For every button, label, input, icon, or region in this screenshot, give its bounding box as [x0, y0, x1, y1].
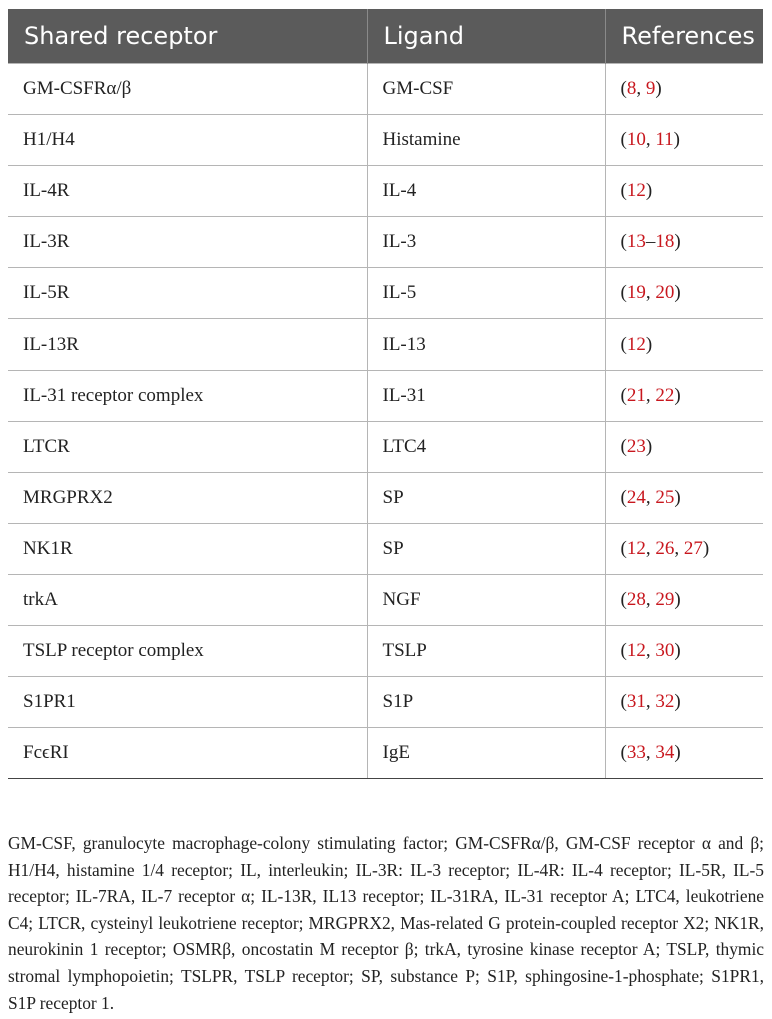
reference-link[interactable]: 24	[626, 486, 646, 508]
reference-link[interactable]: 20	[655, 282, 675, 304]
ref-separator: ,	[645, 129, 656, 151]
ref-close-paren: )	[674, 742, 681, 764]
ref-separator: –	[645, 231, 656, 253]
cell-references	[605, 115, 763, 166]
reference-link[interactable]: 12	[626, 180, 646, 202]
cell-shared-receptor: IL-31 receptor complex	[8, 370, 367, 421]
ref-open-paren: (	[620, 78, 627, 100]
cell-references	[605, 319, 763, 370]
table-row	[8, 268, 763, 319]
ref-separator: ,	[645, 588, 656, 610]
cell-ligand: Histamine	[367, 115, 605, 166]
cell-shared-receptor: IL-5R	[8, 268, 367, 319]
cell-shared-receptor: MRGPRX2	[8, 472, 367, 523]
table-row	[8, 115, 763, 166]
reference-link[interactable]: 23	[626, 435, 646, 457]
ref-open-paren: (	[620, 486, 627, 508]
cell-shared-receptor: IL-3R	[8, 217, 367, 268]
cell-shared-receptor: IL-4R	[8, 166, 367, 217]
ref-open-paren: (	[620, 640, 627, 662]
reference-link[interactable]: 22	[655, 384, 675, 406]
cell-ligand: SP	[367, 523, 605, 574]
receptor-table	[8, 9, 763, 779]
ref-separator: ,	[674, 537, 684, 559]
table-header-row	[8, 9, 763, 64]
table-footnote: GM-CSF, granulocyte macrophage-colony stimulating factor; GM-CSFRα/β, GM-CSF receptor α and β; H1/H4, histamine 1/4 receptor; IL, interleukin; IL-3R: IL-3 receptor; IL-4R: IL-4 receptor; IL-5R, IL-5 receptor; IL-7RA, IL-7 receptor α; IL-13R, IL13 receptor; IL-31RA, IL-31 receptor A; LTC4, leukotriene C4; LTCR, cysteinyl leukotriene receptor; MRGPRX2, Mas-related G protein-coupled receptor X2; NK1R, neurokinin 1 receptor; OSMRβ, oncostatin M receptor β; trkA, tyrosine kinase receptor A; TSLP, thymic stromal lymphopoietin; TSLPR, TSLP receptor; SP, substance P; S1P, sphingosine-1-phosphate; S1PR1, S1P receptor 1.	[8, 833, 764, 1013]
reference-link[interactable]: 34	[655, 742, 675, 764]
ref-close-paren: )	[674, 588, 681, 610]
reference-link[interactable]: 18	[655, 231, 675, 253]
ref-open-paren: (	[620, 537, 627, 559]
reference-link[interactable]: 32	[655, 691, 675, 713]
ref-close-paren: )	[674, 691, 681, 713]
cell-ligand: NGF	[367, 574, 605, 625]
cell-ligand: SP	[367, 472, 605, 523]
table-row	[8, 677, 763, 728]
ref-open-paren: (	[620, 180, 627, 202]
ref-open-paren: (	[620, 129, 627, 151]
ref-separator: ,	[645, 537, 656, 559]
ref-close-paren: )	[674, 384, 681, 406]
reference-link[interactable]: 9	[645, 78, 656, 100]
cell-ligand: IL-31	[367, 370, 605, 421]
table-row	[8, 574, 763, 625]
ref-open-paren: (	[620, 333, 627, 355]
table-row	[8, 64, 763, 115]
cell-shared-receptor: FcϵRI	[8, 728, 367, 779]
ref-close-paren: )	[674, 640, 681, 662]
reference-link[interactable]: 33	[626, 742, 646, 764]
cell-references	[605, 64, 763, 115]
cell-shared-receptor: H1/H4	[8, 115, 367, 166]
cell-references	[605, 574, 763, 625]
cell-ligand: IgE	[367, 728, 605, 779]
cell-references	[605, 217, 763, 268]
reference-link[interactable]: 21	[626, 384, 646, 406]
cell-shared-receptor: IL-13R	[8, 319, 367, 370]
reference-link[interactable]: 13	[626, 231, 646, 253]
reference-link[interactable]: 30	[655, 640, 675, 662]
ref-close-paren: )	[673, 129, 680, 151]
reference-link[interactable]: 28	[626, 588, 646, 610]
reference-link[interactable]: 26	[655, 537, 675, 559]
cell-references	[605, 166, 763, 217]
cell-ligand: GM-CSF	[367, 64, 605, 115]
reference-link[interactable]: 29	[655, 588, 675, 610]
ref-separator: ,	[636, 78, 646, 100]
ref-separator: ,	[645, 384, 656, 406]
cell-ligand: IL-3	[367, 217, 605, 268]
ref-close-paren: )	[655, 78, 662, 100]
reference-link[interactable]: 12	[626, 537, 646, 559]
reference-link[interactable]: 11	[655, 129, 674, 151]
cell-ligand: IL-4	[367, 166, 605, 217]
ref-close-paren: )	[645, 333, 653, 355]
cell-shared-receptor: trkA	[8, 574, 367, 625]
cell-ligand: IL-5	[367, 268, 605, 319]
reference-link[interactable]: 12	[626, 640, 646, 662]
cell-shared-receptor: S1PR1	[8, 677, 367, 728]
table-body	[8, 64, 763, 779]
reference-link[interactable]: 31	[626, 691, 646, 713]
cell-references	[605, 677, 763, 728]
table-row	[8, 626, 763, 677]
table-row	[8, 523, 763, 574]
table-row	[8, 421, 763, 472]
cell-ligand: LTC4	[367, 421, 605, 472]
cell-ligand: TSLP	[367, 626, 605, 677]
table-row	[8, 728, 763, 779]
table-row	[8, 217, 763, 268]
cell-references	[605, 523, 763, 574]
reference-link[interactable]: 12	[626, 333, 646, 355]
receptor-table-container	[8, 9, 763, 779]
ref-open-paren: (	[620, 282, 627, 304]
table-row	[8, 319, 763, 370]
cell-shared-receptor: TSLP receptor complex	[8, 626, 367, 677]
reference-link[interactable]: 8	[626, 78, 637, 100]
ref-separator: ,	[645, 640, 656, 662]
ref-close-paren: )	[645, 180, 653, 202]
reference-link[interactable]: 27	[683, 537, 703, 559]
cell-references	[605, 268, 763, 319]
reference-link[interactable]: 25	[655, 486, 675, 508]
ref-separator: ,	[645, 742, 656, 764]
table-row	[8, 472, 763, 523]
ref-separator: ,	[645, 486, 656, 508]
cell-ligand: S1P	[367, 677, 605, 728]
ref-separator: ,	[645, 282, 656, 304]
header-shared-receptor: Shared receptor	[8, 9, 367, 64]
header-ligand: Ligand	[367, 9, 605, 64]
ref-close-paren: )	[674, 282, 681, 304]
ref-open-paren: (	[620, 384, 627, 406]
header-references: References	[605, 9, 763, 64]
ref-open-paren: (	[620, 588, 627, 610]
cell-shared-receptor: NK1R	[8, 523, 367, 574]
cell-shared-receptor: GM-CSFRα/β	[8, 64, 367, 115]
ref-close-paren: )	[645, 435, 653, 457]
cell-references	[605, 728, 763, 779]
cell-references	[605, 626, 763, 677]
table-row	[8, 166, 763, 217]
cell-shared-receptor: LTCR	[8, 421, 367, 472]
ref-open-paren: (	[620, 742, 627, 764]
cell-ligand: IL-13	[367, 319, 605, 370]
cell-references	[605, 370, 763, 421]
table-row	[8, 370, 763, 421]
cell-references	[605, 472, 763, 523]
ref-open-paren: (	[620, 691, 627, 713]
ref-close-paren: )	[702, 537, 710, 559]
ref-separator: ,	[645, 691, 656, 713]
ref-open-paren: (	[620, 435, 627, 457]
reference-link[interactable]: 10	[626, 129, 646, 151]
ref-close-paren: )	[674, 231, 681, 253]
reference-link[interactable]: 19	[626, 282, 646, 304]
cell-references	[605, 421, 763, 472]
ref-open-paren: (	[620, 231, 627, 253]
ref-close-paren: )	[674, 486, 681, 508]
